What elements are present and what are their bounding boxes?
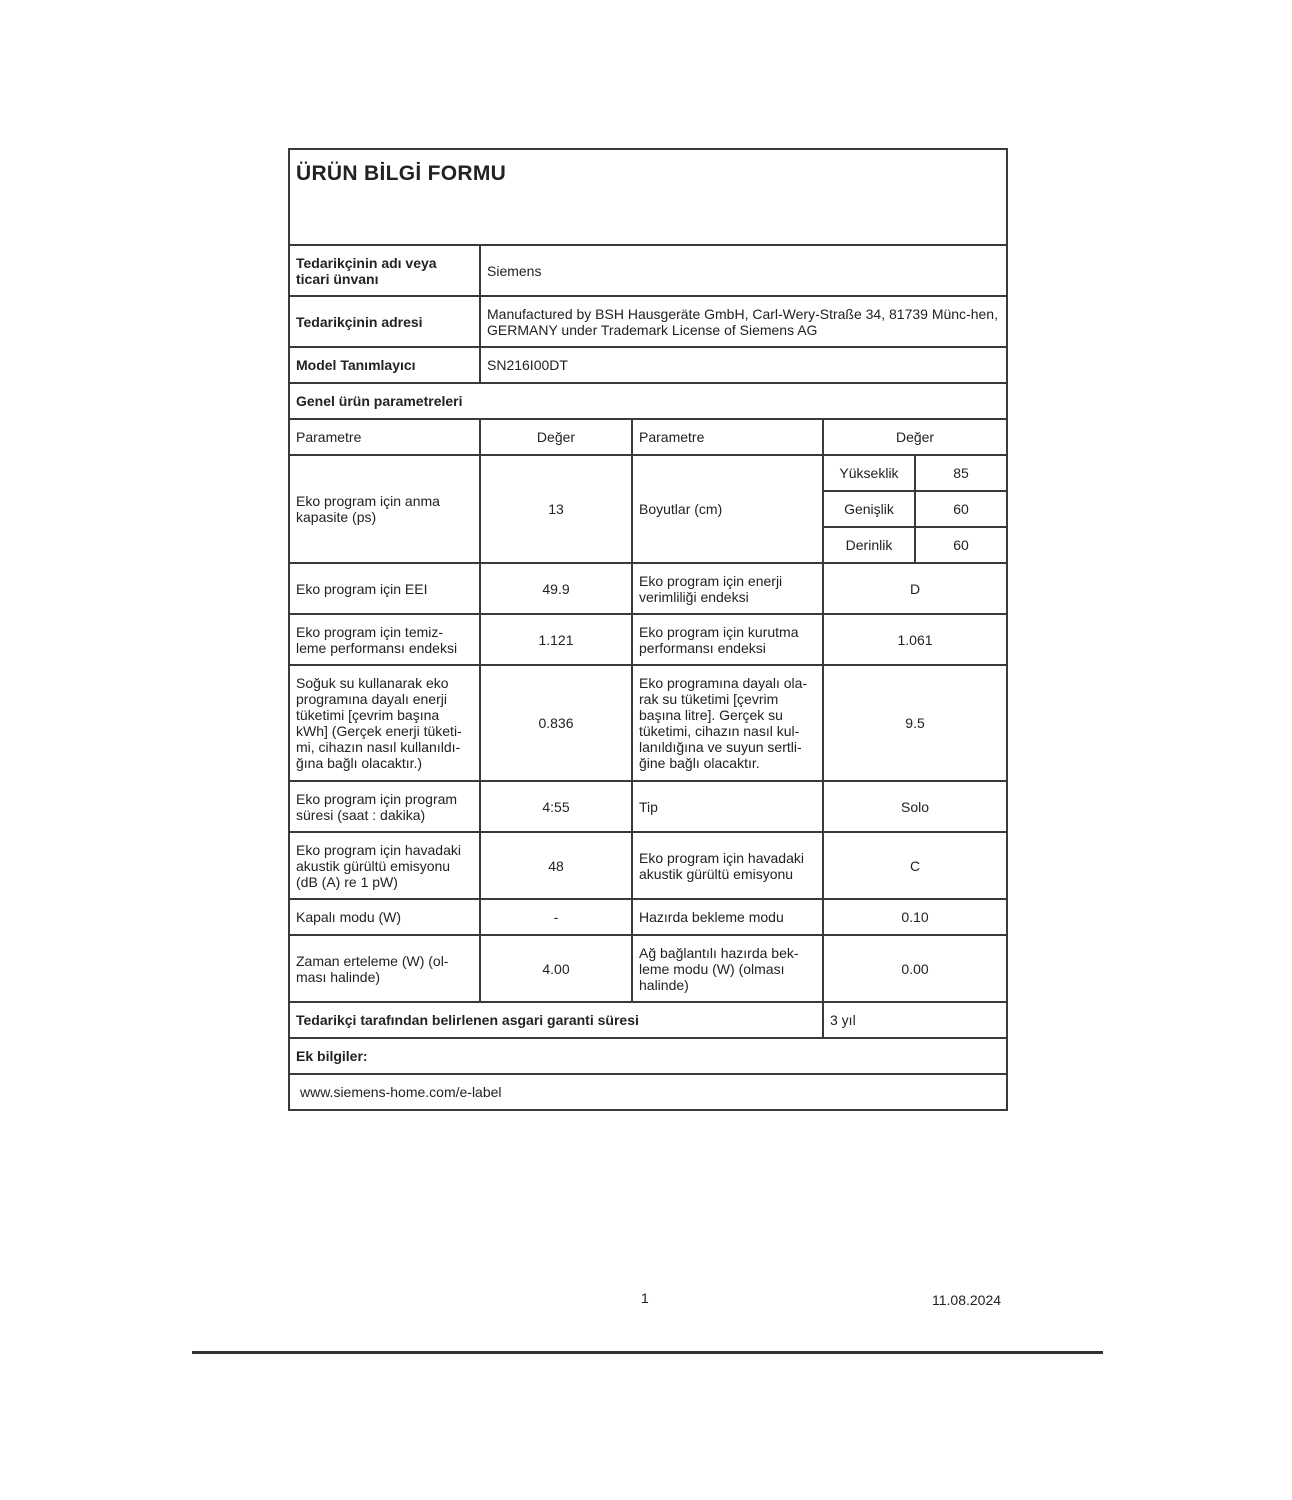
type-value: Solo — [823, 781, 1007, 832]
rated-capacity-label: Eko program için anma kapasite (ps) — [289, 455, 480, 563]
drying-performance-label: Eko program için kurutma performansı endeksi — [632, 614, 823, 665]
depth-label: Derinlik — [823, 527, 915, 563]
document-date: 11.08.2024 — [932, 1292, 1002, 1308]
off-mode-label: Kapalı modu (W) — [289, 899, 480, 935]
energy-consumption-label: Soğuk su kullanarak eko programına dayalı enerji tüketimi [çevrim başına kWh] (Gerçek enerji tüketi-mi, cihazın nasıl kullanıldı-ğına bağlı olacaktır.) — [289, 665, 480, 781]
model-value: SN216I00DT — [480, 347, 1007, 383]
standby-value: 0.10 — [823, 899, 1007, 935]
footer-divider — [192, 1351, 1103, 1354]
network-standby-value: 0.00 — [823, 935, 1007, 1002]
warranty-value: 3 yıl — [823, 1002, 1007, 1038]
supplier-address-label: Tedarikçinin adresi — [289, 296, 480, 347]
cleaning-performance-label: Eko program için temiz-leme performansı endeksi — [289, 614, 480, 665]
network-standby-label: Ağ bağlantılı hazırda bek-leme modu (W) (olması halinde) — [632, 935, 823, 1002]
model-label: Model Tanımlayıcı — [289, 347, 480, 383]
depth-value: 60 — [915, 527, 1007, 563]
column-header-parameter: Parametre — [289, 419, 480, 455]
dimensions-label: Boyutlar (cm) — [632, 455, 823, 563]
page-number: 1 — [641, 1290, 649, 1306]
width-label: Genişlik — [823, 491, 915, 527]
water-consumption-value: 9.5 — [823, 665, 1007, 781]
general-params-heading: Genel ürün parametreleri — [289, 383, 1007, 419]
width-value: 60 — [915, 491, 1007, 527]
energy-class-value: D — [823, 563, 1007, 614]
water-consumption-label: Eko programına dayalı ola-rak su tüketimi [çevrim başına litre]. Gerçek su tüketimi, cihazın nasıl kul-lanıldığına ve suyun sertli-ğine bağlı olacaktır. — [632, 665, 823, 781]
program-duration-label: Eko program için program süresi (saat : dakika) — [289, 781, 480, 832]
column-header-parameter: Parametre — [632, 419, 823, 455]
eei-value: 49.9 — [480, 563, 632, 614]
supplier-address-value: Manufactured by BSH Hausgeräte GmbH, Carl-Wery-Straße 34, 81739 Münc-hen, GERMANY under Trademark License of Siemens AG — [480, 296, 1007, 347]
height-value: 85 — [915, 455, 1007, 491]
delay-start-label: Zaman erteleme (W) (ol-ması halinde) — [289, 935, 480, 1002]
type-label: Tip — [632, 781, 823, 832]
delay-start-value: 4.00 — [480, 935, 632, 1002]
noise-class-value: C — [823, 832, 1007, 899]
noise-emission-value: 48 — [480, 832, 632, 899]
energy-consumption-value: 0.836 — [480, 665, 632, 781]
standby-label: Hazırda bekleme modu — [632, 899, 823, 935]
noise-emission-label: Eko program için havadaki akustik gürültü emisyonu (dB (A) re 1 pW) — [289, 832, 480, 899]
product-info-table — [288, 148, 1008, 1111]
supplier-name-label: Tedarikçinin adı veya ticari ünvanı — [289, 245, 480, 296]
form-title: ÜRÜN BİLGİ FORMU — [289, 149, 1007, 245]
off-mode-value: - — [480, 899, 632, 935]
cleaning-performance-value: 1.121 — [480, 614, 632, 665]
energy-class-label: Eko program için enerji verimliliği endeksi — [632, 563, 823, 614]
additional-info-label: Ek bilgiler: — [289, 1038, 1007, 1074]
warranty-label: Tedarikçi tarafından belirlenen asgari garanti süresi — [289, 1002, 823, 1038]
column-header-value: Değer — [823, 419, 1007, 455]
e-label-link[interactable]: www.siemens-home.com/e-label — [289, 1074, 1007, 1110]
supplier-name-value: Siemens — [480, 245, 1007, 296]
height-label: Yükseklik — [823, 455, 915, 491]
eei-label: Eko program için EEI — [289, 563, 480, 614]
drying-performance-value: 1.061 — [823, 614, 1007, 665]
noise-class-label: Eko program için havadaki akustik gürültü emisyonu — [632, 832, 823, 899]
program-duration-value: 4:55 — [480, 781, 632, 832]
rated-capacity-value: 13 — [480, 455, 632, 563]
column-header-value: Değer — [480, 419, 632, 455]
product-info-form — [288, 148, 1006, 1160]
